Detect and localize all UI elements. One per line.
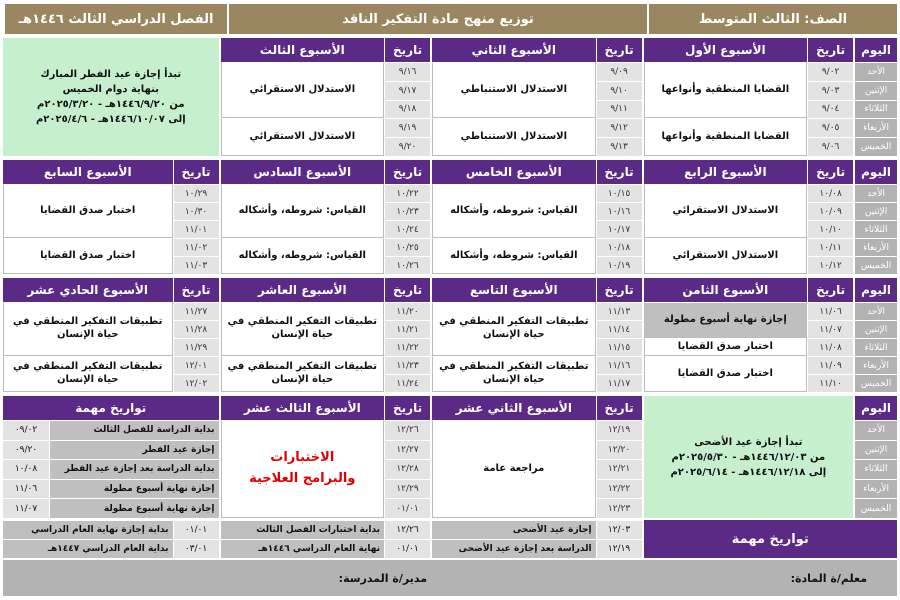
note-line: إلى ١٤٤٦/١٢/١٨هـ - ٢٠٢٥/٦/١٤م xyxy=(670,466,827,478)
date-cell: ١٠/٣٠ xyxy=(173,202,219,220)
date-cell: ١١/١٠ xyxy=(807,374,853,392)
day-column xyxy=(855,278,897,392)
lesson-cell: اختبار صدق القضايا xyxy=(3,238,173,274)
important-date-label: بداية الدراسة بعد إجازة عيد الفطر xyxy=(49,460,219,479)
week-name: الأسبوع الثاني عشر xyxy=(432,396,596,420)
day-name: الخميس xyxy=(855,137,897,156)
day-name: الإثنين xyxy=(855,440,897,460)
important-date-row xyxy=(3,479,219,499)
day-name: الثلاثاء xyxy=(855,100,897,119)
date-cell: ١٠/٢٣ xyxy=(384,202,430,220)
date-cell: ٩/٠٦ xyxy=(807,137,853,156)
week-1 xyxy=(644,38,854,156)
week-name: الأسبوع الثامن xyxy=(644,278,808,302)
important-date-label: إجازة نهاية أسبوع مطولة xyxy=(49,480,219,499)
day-name: الأربعاء xyxy=(855,118,897,137)
date-cell: ١٢/٢٧ xyxy=(384,440,430,460)
date-cell: ٩/٠٣ xyxy=(807,81,853,100)
band-weeks-1-3 xyxy=(3,38,897,156)
event-date: ٠١/٠١ xyxy=(173,521,219,539)
day-column xyxy=(855,160,897,274)
date-cell: ١٢/٢٣ xyxy=(596,498,642,518)
date-cell: ١١/٢٣ xyxy=(384,356,430,374)
lesson-cell: تطبيقات التفكير المنطقي في حياة الإنسان xyxy=(3,302,173,356)
date-header: تاريخ xyxy=(807,38,853,62)
week-name: الأسبوع الحادي عشر xyxy=(3,278,173,302)
event-date: ٠٣/٠١ xyxy=(173,540,219,558)
date-cell: ١١/٠٦ xyxy=(807,302,853,320)
date-cell: ١١/٢٠ xyxy=(384,302,430,320)
date-cell: ١١/١٧ xyxy=(596,374,642,392)
day-name: الخميس xyxy=(855,374,897,392)
lesson-cell: اختبار صدق القضايا xyxy=(644,356,808,392)
teacher-signature-label: معلم/ة المادة: xyxy=(790,571,867,585)
day-header: اليوم xyxy=(855,396,897,420)
date-cell: ١٠/٢٦ xyxy=(384,256,430,274)
lesson-cell: الاستدلال الاستنباطي xyxy=(432,118,596,156)
lesson-cell: الاستدلال الاستقرائي xyxy=(644,184,808,238)
important-date-value: ١٠/٠٨ xyxy=(3,460,49,479)
important-dates-title: تواريخ مهمة xyxy=(3,396,219,420)
week-11 xyxy=(3,278,219,392)
lesson-cell: الاستدلال الاستنباطي xyxy=(432,62,596,118)
term-label: الفصل الدراسي الثالث ١٤٤٦هـ xyxy=(3,4,227,34)
date-cell: ١١/١٦ xyxy=(596,356,642,374)
week-name: الأسبوع الخامس xyxy=(432,160,596,184)
day-name: الأحد xyxy=(855,302,897,320)
week-name: الأسبوع الرابع xyxy=(644,160,808,184)
day-name: الأربعاء xyxy=(855,238,897,256)
date-header: تاريخ xyxy=(384,160,430,184)
date-cell: ١١/٢٨ xyxy=(173,320,219,338)
date-cell: ١٢/٢١ xyxy=(596,459,642,479)
date-cell: ١٠/٢٢ xyxy=(384,184,430,202)
date-cell: ١١/٠١ xyxy=(173,220,219,238)
important-date-row xyxy=(3,440,219,460)
week-name: الأسبوع الثاني xyxy=(432,38,596,62)
lesson-cell: إجازة نهاية أسبوع مطولة xyxy=(644,302,808,338)
lesson-cell: تطبيقات التفكير المنطقي في حياة الإنسان xyxy=(432,302,596,356)
band-weeks-4-7 xyxy=(3,160,897,274)
date-cell: ١١/٠٩ xyxy=(807,356,853,374)
event-label: الدراسة بعد إجازة عيد الأضحى xyxy=(432,540,596,558)
event-label: بداية إجازة نهاية العام الدراسي xyxy=(3,521,173,539)
day-header: اليوم xyxy=(855,160,897,184)
note-line: من ١٤٤٦/٩/٢٠هـ - ٢٠٢٥/٣/٢٠م xyxy=(37,99,185,110)
date-cell: ١١/١٤ xyxy=(596,320,642,338)
signature-footer xyxy=(3,560,897,596)
date-cell: ١١/١٥ xyxy=(596,338,642,356)
note-line: من ١٤٤٦/١٢/٠٣هـ - ٢٠٢٥/٥/٣٠م xyxy=(671,451,826,463)
date-header: تاريخ xyxy=(384,396,430,420)
day-name: الثلاثاء xyxy=(855,338,897,356)
lesson-cell: مراجعة عامة xyxy=(432,420,596,518)
date-cell: ١٠/١٨ xyxy=(596,238,642,256)
day-name: الإثنين xyxy=(855,81,897,100)
date-cell: ١٠/١٩ xyxy=(596,256,642,274)
date-header: تاريخ xyxy=(807,278,853,302)
date-cell: ١٠/١٢ xyxy=(807,256,853,274)
events-col-2 xyxy=(221,520,431,558)
week-name: الأسبوع الثالث عشر xyxy=(221,396,385,420)
lesson-cell: الاستدلال الاستقرائي xyxy=(221,118,385,156)
date-cell: ٩/١٨ xyxy=(384,100,430,119)
date-cell: ١١/٢٧ xyxy=(173,302,219,320)
important-date-value: ٠٩/٢٠ xyxy=(3,441,49,460)
date-header: تاريخ xyxy=(384,278,430,302)
day-name: الخميس xyxy=(855,498,897,518)
date-header: تاريخ xyxy=(596,396,642,420)
important-date-value: ٠٩/٠٢ xyxy=(3,421,49,440)
events-col-1 xyxy=(432,520,642,558)
date-cell: ١١/٠٨ xyxy=(807,338,853,356)
date-cell: ٩/١٩ xyxy=(384,118,430,137)
event-label: بداية اختبارات الفصل الثالث xyxy=(221,521,385,539)
date-cell: ١٠/١٥ xyxy=(596,184,642,202)
date-cell: ١٢/٢٩ xyxy=(384,479,430,499)
date-cell: ١٠/٢٥ xyxy=(384,238,430,256)
events-col-3 xyxy=(3,520,219,558)
date-header: تاريخ xyxy=(384,38,430,62)
note-line: تبدأ إجازة عيد الفطر المبارك xyxy=(40,69,182,80)
important-date-row xyxy=(3,459,219,479)
date-cell: ١٢/٠١ xyxy=(173,356,219,374)
event-date: ١٢/١٩ xyxy=(596,540,642,558)
date-cell: ١٠/١٦ xyxy=(596,202,642,220)
date-cell: ٩/٢٠ xyxy=(384,137,430,156)
date-cell: ٩/١٢ xyxy=(596,118,642,137)
important-dates-footer: تواريخ مهمة xyxy=(644,520,897,558)
important-dates xyxy=(3,396,219,518)
date-cell: ٩/١٦ xyxy=(384,62,430,81)
day-column xyxy=(855,38,897,156)
date-cell: ١١/٠٢ xyxy=(173,238,219,256)
day-column xyxy=(855,396,897,518)
date-cell: ٩/٠٥ xyxy=(807,118,853,137)
schedule-page xyxy=(3,4,897,596)
date-cell: ٩/٠٤ xyxy=(807,100,853,119)
exams-cell xyxy=(221,420,385,518)
date-cell: ١١/٠٧ xyxy=(807,320,853,338)
lesson-cell: تطبيقات التفكير المنطقي في حياة الإنسان xyxy=(3,356,173,392)
band-weeks-8-11 xyxy=(3,278,897,392)
lesson-cell: اختبار صدق القضايا xyxy=(644,338,808,357)
day-name: الأربعاء xyxy=(855,479,897,499)
week-13 xyxy=(221,396,431,518)
day-name: الثلاثاء xyxy=(855,220,897,238)
note-line: تبدأ إجازة عيد الأضحى xyxy=(694,436,803,448)
date-cell: ١٠/٠٨ xyxy=(807,184,853,202)
date-header: تاريخ xyxy=(173,278,219,302)
date-cell: ٩/١١ xyxy=(596,100,642,119)
week-5 xyxy=(432,160,642,274)
date-cell: ١٠/١٧ xyxy=(596,220,642,238)
event-label: بداية العام الدراسي ١٤٤٧هـ xyxy=(3,540,173,558)
date-cell: ٩/١٠ xyxy=(596,81,642,100)
note-line: بنهاية دوام الخميس xyxy=(62,84,159,95)
date-cell: ١٢/٢٢ xyxy=(596,479,642,499)
date-cell: ١١/١٣ xyxy=(596,302,642,320)
day-name: الأحد xyxy=(855,420,897,440)
day-name: الأحد xyxy=(855,184,897,202)
note-line: إلى ١٤٤٦/١٠/٠٧هـ - ٢٠٢٥/٤/٦م xyxy=(35,114,186,125)
date-cell: ٠١/٠١ xyxy=(384,498,430,518)
week-12 xyxy=(432,396,642,518)
week-3 xyxy=(221,38,431,156)
week-2 xyxy=(432,38,642,156)
date-cell: ٩/٠٢ xyxy=(807,62,853,81)
lesson-cell: تطبيقات التفكير المنطقي في حياة الإنسان xyxy=(221,302,385,356)
date-cell: ٩/٠٩ xyxy=(596,62,642,81)
lesson-cell: القضايا المنطقية وأنواعها xyxy=(644,118,808,156)
important-date-label: إجازة عيد الفطر xyxy=(49,441,219,460)
date-cell: ١٢/٢٦ xyxy=(384,420,430,440)
header-bar xyxy=(3,4,897,34)
eid-fitr-note xyxy=(3,38,219,156)
week-name: الأسبوع السادس xyxy=(221,160,385,184)
date-header: تاريخ xyxy=(596,160,642,184)
date-cell: ١٠/٢٤ xyxy=(384,220,430,238)
important-date-row xyxy=(3,498,219,518)
date-cell: ١١/٠٣ xyxy=(173,256,219,274)
event-date: ١٢/٢٦ xyxy=(384,521,430,539)
week-8 xyxy=(644,278,854,392)
date-cell: ١٢/٢٨ xyxy=(384,459,430,479)
eid-adha-note xyxy=(644,396,854,518)
week-name: الأسبوع الثالث xyxy=(221,38,385,62)
date-cell: ٩/١٣ xyxy=(596,137,642,156)
date-cell: ١٠/٢٩ xyxy=(173,184,219,202)
date-header: تاريخ xyxy=(807,160,853,184)
day-header: اليوم xyxy=(855,38,897,62)
day-header: اليوم xyxy=(855,278,897,302)
event-label: نهاية العام الدراسي ١٤٤٦هـ xyxy=(221,540,385,558)
events-row xyxy=(3,520,897,558)
day-name: الخميس xyxy=(855,256,897,274)
day-name: الإثنين xyxy=(855,202,897,220)
lesson-cell: الاستدلال الاستقرائي xyxy=(221,62,385,118)
date-cell: ١١/٢٩ xyxy=(173,338,219,356)
important-date-value: ١١/٠٦ xyxy=(3,480,49,499)
important-date-label: بداية الدراسة للفصل الثالث xyxy=(49,421,219,440)
date-cell: ١١/٢٢ xyxy=(384,338,430,356)
lesson-cell: القياس: شروطه، وأشكاله xyxy=(432,238,596,274)
date-cell: ١٢/٢٠ xyxy=(596,440,642,460)
week-name: الأسبوع السابع xyxy=(3,160,173,184)
week-name: الأسبوع العاشر xyxy=(221,278,385,302)
date-cell: ١٢/١٩ xyxy=(596,420,642,440)
lesson-cell: القياس: شروطه، وأشكاله xyxy=(221,238,385,274)
lesson-cell: تطبيقات التفكير المنطقي في حياة الإنسان xyxy=(432,356,596,392)
date-cell: ٩/١٧ xyxy=(384,81,430,100)
class-label: الصف: الثالث المتوسط xyxy=(647,4,897,34)
date-header: تاريخ xyxy=(173,160,219,184)
important-date-row xyxy=(3,420,219,440)
event-date: ٠١/٠١ xyxy=(384,540,430,558)
week-7 xyxy=(3,160,219,274)
important-date-label: إجازة نهاية أسبوع مطولة xyxy=(49,499,219,518)
event-label: إجازة عيد الأضحى xyxy=(432,521,596,539)
exams-line: والبرامج العلاجية xyxy=(249,471,356,486)
week-6 xyxy=(221,160,431,274)
page-title: توزيع منهج مادة التفكير الناقد xyxy=(227,4,647,34)
day-name: الثلاثاء xyxy=(855,459,897,479)
lesson-cell: اختبار صدق القضايا xyxy=(3,184,173,238)
band-weeks-12-13 xyxy=(3,396,897,518)
day-name: الأربعاء xyxy=(855,356,897,374)
lesson-cell: الاستدلال الاستقرائي xyxy=(644,238,808,274)
week-4 xyxy=(644,160,854,274)
date-cell: ١١/٢١ xyxy=(384,320,430,338)
exams-line: الاختبارات xyxy=(270,450,335,466)
lesson-cell: القضايا المنطقية وأنواعها xyxy=(644,62,808,118)
lesson-cell: القياس: شروطه، وأشكاله xyxy=(221,184,385,238)
lesson-cell: القياس: شروطه، وأشكاله xyxy=(432,184,596,238)
week-9 xyxy=(432,278,642,392)
date-header: تاريخ xyxy=(596,278,642,302)
date-cell: ١٠/١٠ xyxy=(807,220,853,238)
day-name: الأحد xyxy=(855,62,897,81)
week-name: الأسبوع التاسع xyxy=(432,278,596,302)
lesson-cell: تطبيقات التفكير المنطقي في حياة الإنسان xyxy=(221,356,385,392)
week-10 xyxy=(221,278,431,392)
date-cell: ١٢/٠٢ xyxy=(173,374,219,392)
important-date-value: ١١/٠٧ xyxy=(3,499,49,518)
date-cell: ١٠/١١ xyxy=(807,238,853,256)
week-name: الأسبوع الأول xyxy=(644,38,808,62)
day-name: الإثنين xyxy=(855,320,897,338)
date-cell: ١٠/٠٩ xyxy=(807,202,853,220)
event-date: ١٢/٠٣ xyxy=(596,521,642,539)
date-header: تاريخ xyxy=(596,38,642,62)
principal-signature-label: مدير/ة المدرسة: xyxy=(338,571,427,585)
date-cell: ١١/٢٤ xyxy=(384,374,430,392)
